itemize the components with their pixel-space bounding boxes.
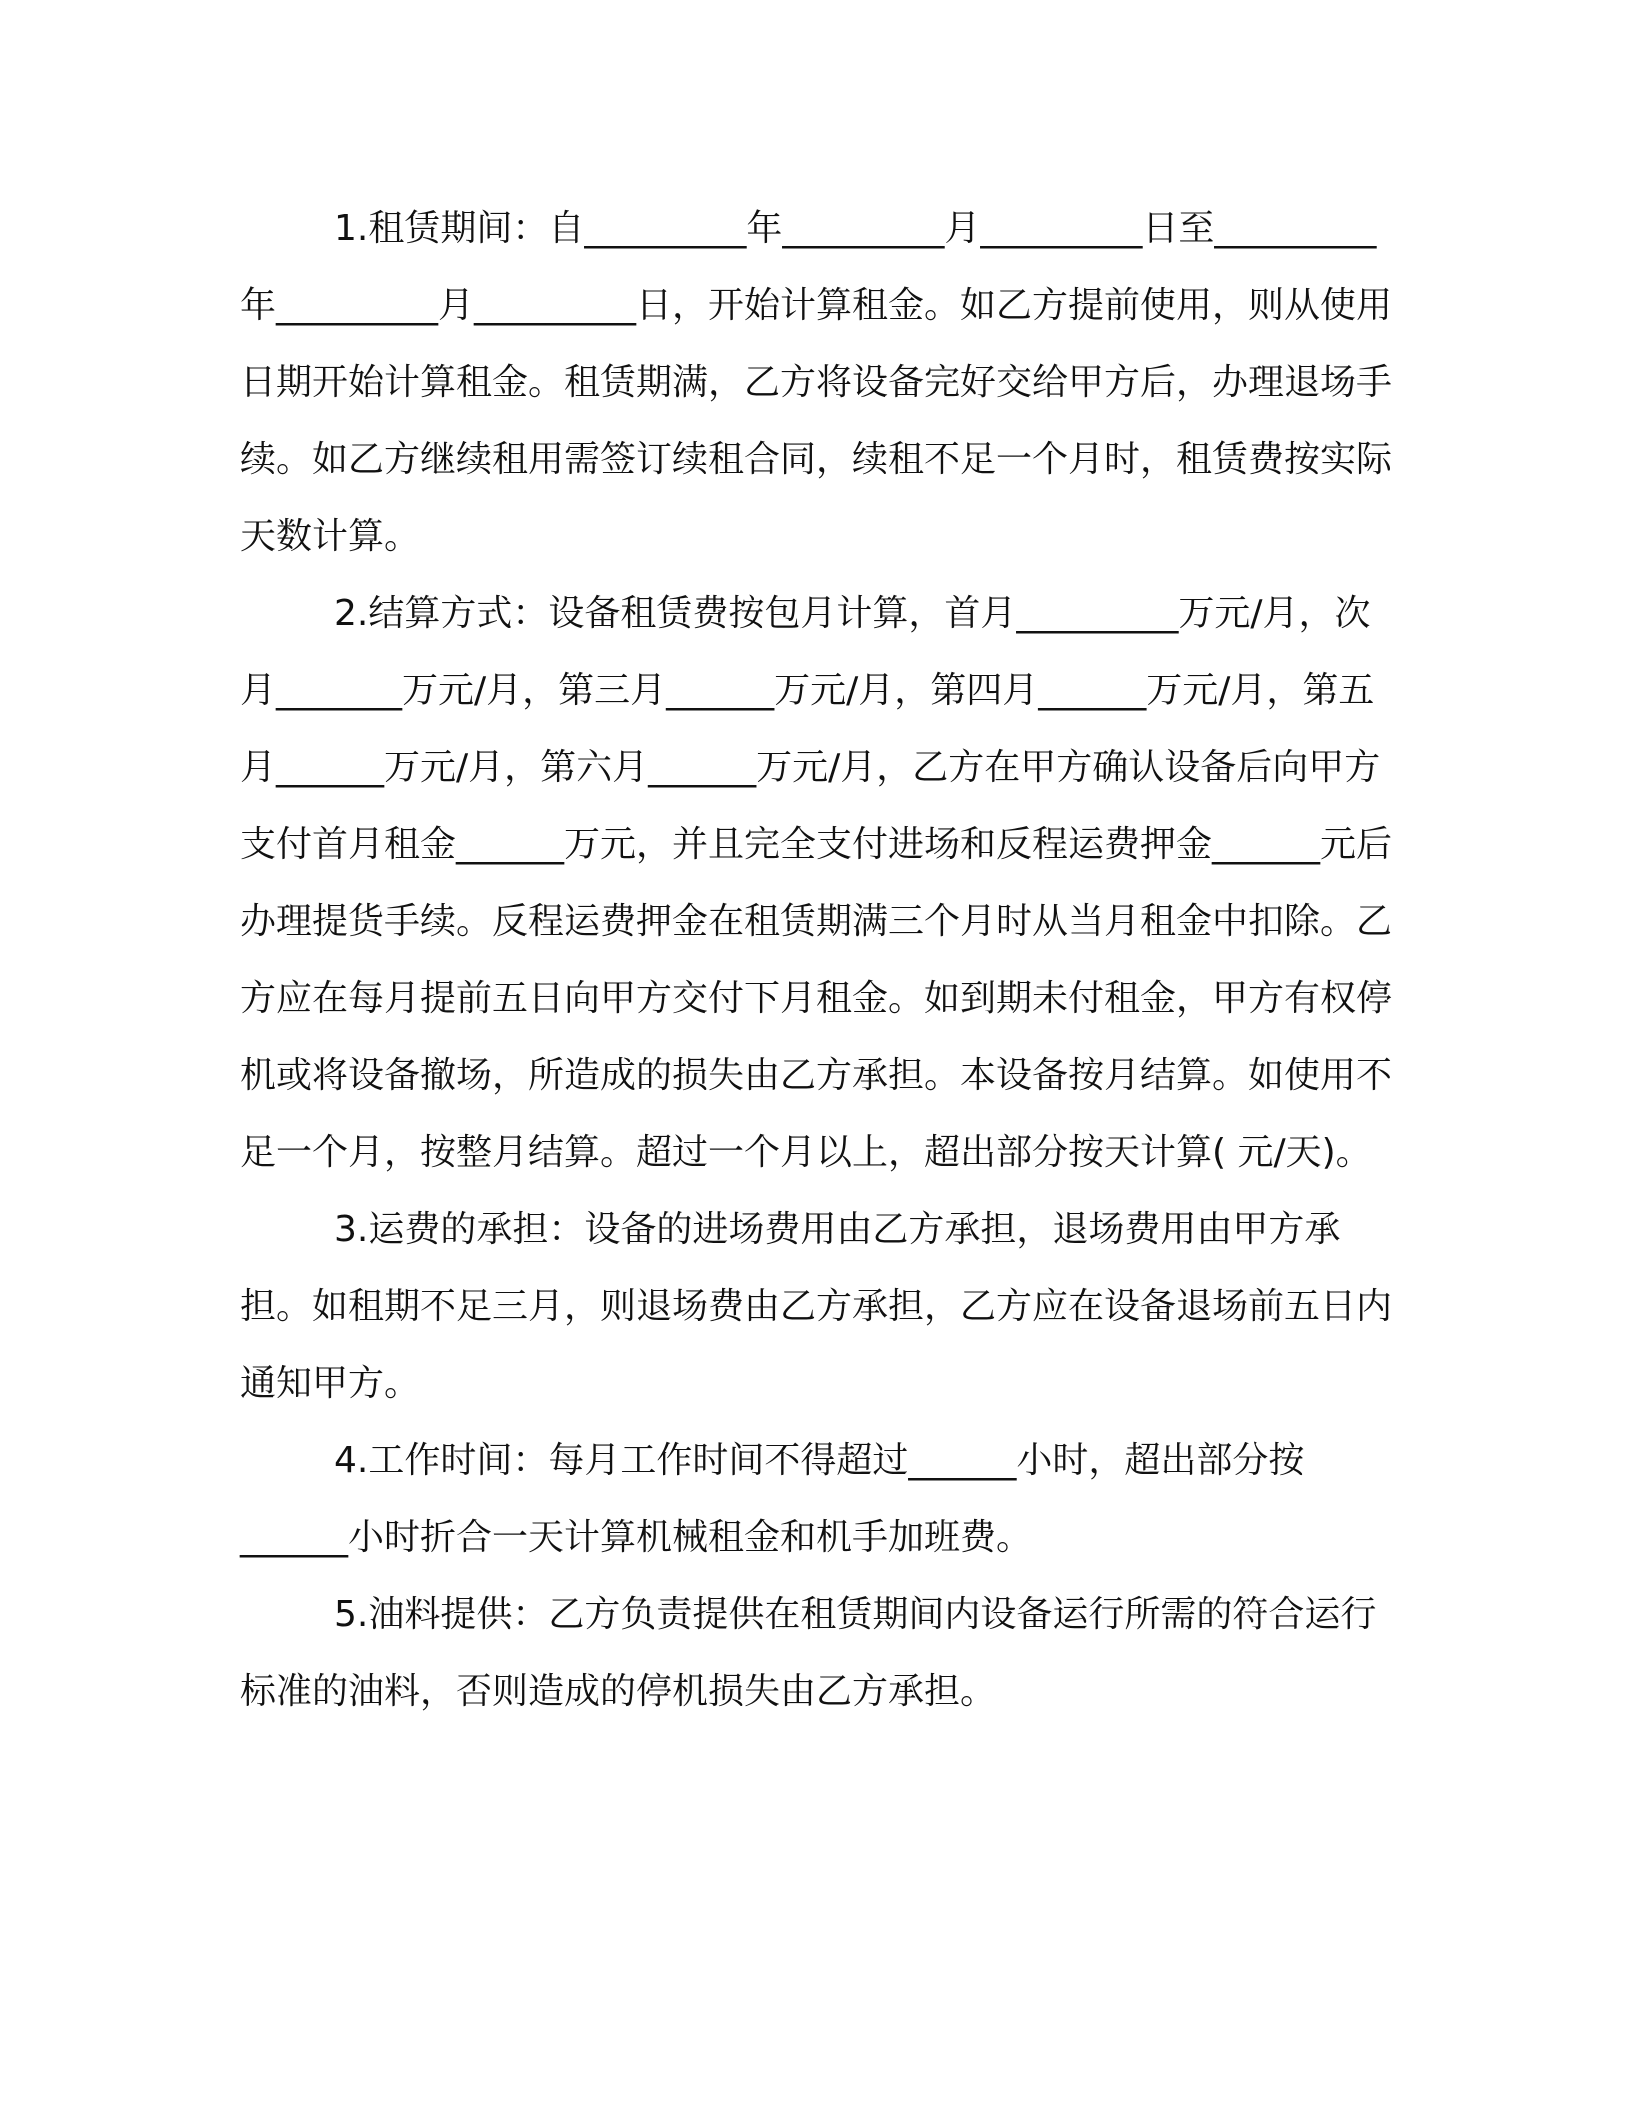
clause-1-paragraph: 1.租赁期间：自_________年_________月_________日至_________年_________月_________日，开始计算租金。如乙方提前使用，则从使用日期开始计算租金。租赁期满，乙方将设备完好交给甲方后，办理退场手续。如乙方继续租用需签订续租合同，续租不足一个月时，租赁费按实际天数计算。	[240, 208, 1393, 557]
clause-4-paragraph: 4.工作时间：每月工作时间不得超过______小时，超出部分按______小时折合一天计算机械租金和机手加班费。	[240, 1440, 1305, 1558]
clause-3-paragraph: 3.运费的承担：设备的进场费用由乙方承担，退场费用由甲方承担。如租期不足三月，则退场费由乙方承担，乙方应在设备退场前五日内通知甲方。	[240, 1209, 1393, 1404]
document-body	[240, 190, 1400, 1730]
clause-5-paragraph: 5.油料提供：乙方负责提供在租赁期间内设备运行所需的符合运行标准的油料，否则造成的停机损失由乙方承担。	[240, 1594, 1377, 1712]
clause-2-paragraph: 2.结算方式：设备租赁费按包月计算，首月_________万元/月，次月_______万元/月，第三月______万元/月，第四月______万元/月，第五月______万元/月，第六月______万元/月，乙方在甲方确认设备后向甲方支付首月租金______万元，并且完全支付进场和反程运费押金______元后办理提货手续。反程运费押金在租赁期满三个月时从当月租金中扣除。乙方应在每月提前五日向甲方交付下月租金。如到期未付租金，甲方有权停机或将设备撤场，所造成的损失由乙方承担。本设备按月结算。如使用不足一个月，按整月结算。超过一个月以上，超出部分按天计算( 元/天)。	[240, 593, 1393, 1173]
